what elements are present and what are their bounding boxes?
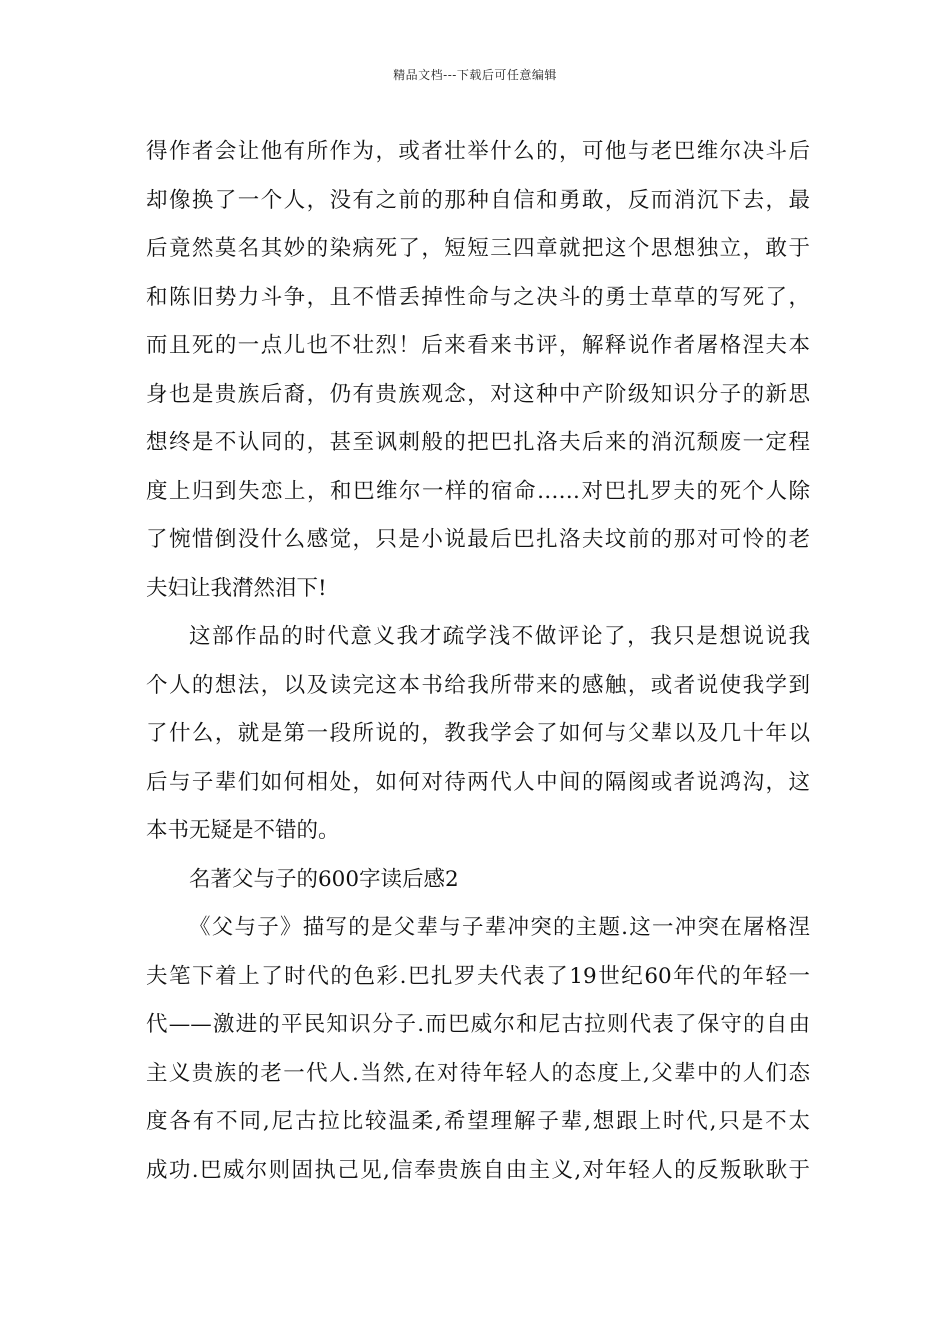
text-line: 想终是不认同的，甚至讽刺般的把巴扎洛夫后来的消沉颓废一定程 [146,430,810,455]
text-line: 夫妇让我潸然泪下! [146,575,327,601]
text-line: 度上归到失恋上，和巴维尔一样的宿命……对巴扎罗夫的死个人除 [146,478,810,504]
page-header: 精品文档---下载后可任意编辑 [393,68,557,82]
paragraph-start-line: 这部作品的时代意义我才疏学浅不做评论了，我只是想说说我 [189,624,810,649]
text-line: 后与子辈们如何相处，如何对待两代人中间的隔阂或者说鸿沟，这 [146,769,810,795]
text-line: 得作者会让他有所作为，或者壮举什么的，可他与老巴维尔决斗后 [146,139,810,164]
text-line: 主义贵族的老一代人.当然,在对待年轻人的态度上,父辈中的人们态 [146,1060,810,1086]
text-line: 夫笔下着上了时代的色彩.巴扎罗夫代表了19世纪60年代的年轻一 [146,963,810,989]
text-line: 本书无疑是不错的。 [146,818,340,843]
text-line: 个人的想法，以及读完这本书给我所带来的感触，或者说使我学到 [146,672,810,698]
text-line: 和陈旧势力斗争，且不惜丢掉性命与之决斗的勇士草草的写死了， [146,284,810,310]
text-line: 代——激进的平民知识分子.而巴威尔和尼古拉则代表了保守的自由 [146,1012,810,1037]
text-line: 了惋惜倒没什么感觉，只是小说最后巴扎洛夫坟前的那对可怜的老 [146,527,810,552]
text-line: 却像换了一个人，没有之前的那种自信和勇敢，反而消沉下去，最 [146,187,810,213]
text-line: 后竟然莫名其妙的染病死了，短短三四章就把这个思想独立，敢于 [146,236,810,261]
text-line: 度各有不同,尼古拉比较温柔,希望理解子辈,想跟上时代,只是不太 [146,1109,810,1134]
section-heading: 名著父与子的600字读后感2 [189,866,459,892]
text-line: 而且死的一点儿也不壮烈！后来看来书评，解释说作者屠格涅夫本 [146,333,810,358]
text-line: 身也是贵族后裔，仍有贵族观念，对这种中产阶级知识分子的新思 [146,381,810,407]
text-line: 成功.巴威尔则固执己见,信奉贵族自由主义,对年轻人的反叛耿耿于 [146,1157,810,1183]
paragraph-start-line: 《父与子》描写的是父辈与子辈冲突的主题.这一冲突在屠格涅 [189,915,810,940]
text-line: 了什么，就是第一段所说的，教我学会了如何与父辈以及几十年以 [146,721,810,746]
document-body [146,128,810,1195]
